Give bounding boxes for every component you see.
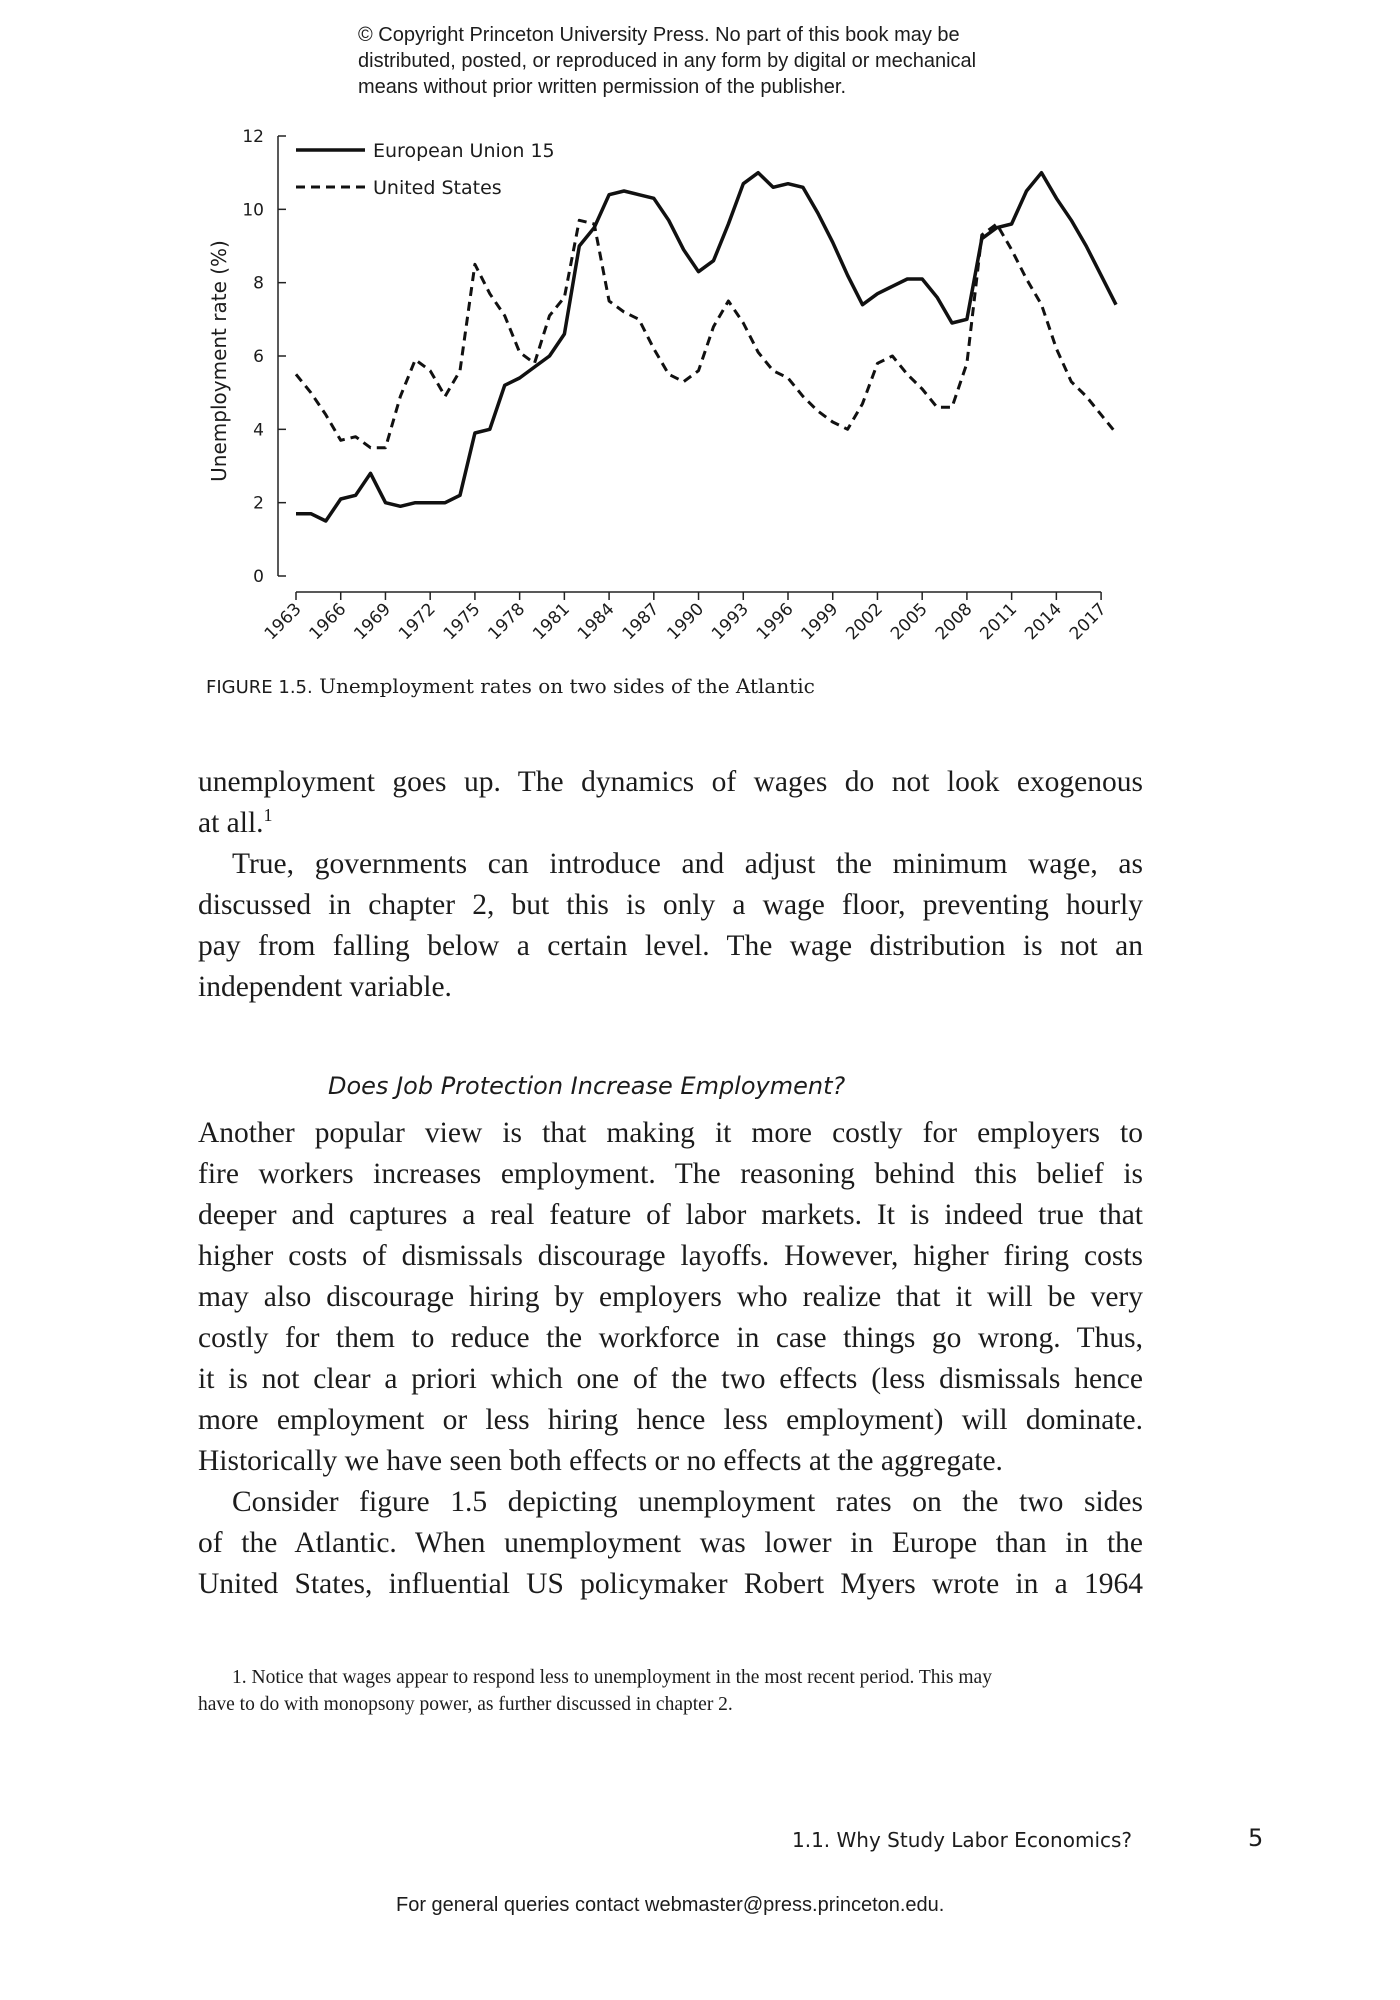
legend-label-eu15: European Union 15 — [373, 140, 555, 162]
y-tick-label: 0 — [253, 567, 264, 587]
x-tick-label: 1972 — [394, 599, 440, 645]
x-tick-label: 2014 — [1021, 599, 1066, 645]
text-line: discussed in chapter 2, but this is only a wage floor, preventing hourly — [198, 889, 1143, 921]
text-line: Consider figure 1.5 depicting unemployment rates on the two sides — [232, 1486, 1143, 1518]
x-ticks — [261, 592, 1111, 644]
copyright-line: © Copyright Princeton University Press. No part of this book may be — [358, 24, 960, 46]
y-tick-label: 10 — [242, 200, 264, 221]
text-line: deeper and captures a real feature of labor markets. It is indeed true that — [198, 1199, 1143, 1231]
text-line: pay from falling below a certain level. The wage distribution is not an — [198, 930, 1143, 962]
footnote-ref: 1 — [263, 805, 273, 826]
axes — [278, 136, 1101, 592]
y-axis-label: Unemployment rate (%) — [207, 240, 231, 482]
y-tick-label: 12 — [242, 127, 264, 147]
section-heading: Does Job Protection Increase Employment? — [328, 1072, 846, 1100]
footnote-line: 1. Notice that wages appear to respond less to unemployment in the most recent period. This may — [232, 1667, 992, 1688]
text-line: it is not clear a priori which one of the two effects (less dismissals hence — [198, 1363, 1143, 1395]
footnote-line: have to do with monopsony power, as further discussed in chapter 2. — [198, 1694, 733, 1715]
x-tick-label: 1990 — [663, 599, 709, 645]
text-line: Historically we have seen both effects or no effects at the aggregate. — [198, 1445, 1003, 1477]
figure-label: FIGURE 1.5. — [206, 677, 313, 698]
x-tick-label: 1969 — [350, 599, 395, 645]
x-tick-label: 1978 — [484, 599, 530, 645]
x-tick-label: 2005 — [886, 599, 932, 645]
text-line: of the Atlantic. When unemployment was lower in Europe than in the — [198, 1527, 1143, 1559]
page-number: 5 — [1248, 1824, 1264, 1852]
figure-caption — [206, 674, 815, 698]
footnote — [198, 1664, 1143, 1718]
x-tick-label: 2002 — [842, 599, 887, 645]
text-line: more employment or less hiring hence less employment) will dominate. — [198, 1404, 1143, 1436]
text-line: costly for them to reduce the workforce in case things go wrong. Thus, — [198, 1322, 1143, 1354]
series-lines — [296, 173, 1116, 521]
x-tick-label: 1975 — [439, 599, 485, 645]
paragraph-2 — [198, 844, 1143, 1008]
text-line: may also discourage hiring by employers who realize that it will be very — [198, 1281, 1143, 1313]
text-line: United States, influential US policymaker Robert Myers wrote in a 1964 — [198, 1568, 1143, 1600]
y-tick-label: 2 — [253, 493, 264, 514]
copyright-line: means without prior written permission of the publisher. — [358, 76, 847, 98]
y-tick-label: 6 — [253, 347, 264, 367]
y-tick-label: 4 — [253, 420, 264, 441]
y-tick-label: 8 — [253, 273, 264, 294]
x-tick-label: 1963 — [260, 599, 306, 645]
x-tick-label: 2017 — [1065, 599, 1111, 645]
x-tick-label: 2011 — [976, 599, 1022, 645]
paragraph-4 — [198, 1482, 1143, 1605]
paragraph-1 — [198, 762, 1143, 844]
x-tick-label: 1984 — [573, 599, 619, 645]
figure-caption-text: Unemployment rates on two sides of the Atlantic — [319, 674, 815, 698]
text-fragment: at all. — [198, 807, 264, 839]
running-head: 1.1. Why Study Labor Economics? — [792, 1828, 1133, 1852]
x-tick-label: 2008 — [931, 599, 977, 645]
text-line: fire workers increases employment. The reasoning behind this belief is — [198, 1158, 1143, 1190]
x-tick-label: 1996 — [752, 599, 798, 645]
paragraph-3 — [198, 1113, 1143, 1482]
copyright-line: distributed, posted, or reproduced in any form by digital or mechanical — [358, 50, 977, 72]
x-tick-label: 1987 — [618, 599, 664, 645]
text-line: independent variable. — [198, 971, 452, 1003]
text-line: Another popular view is that making it more costly for employers to — [198, 1117, 1143, 1149]
series-line-us — [296, 220, 1116, 447]
text-line: True, governments can introduce and adjust the minimum wage, as — [232, 848, 1143, 880]
legend — [296, 140, 555, 199]
text-line: unemployment goes up. The dynamics of wages do not look exogenous — [198, 766, 1143, 798]
text-line: higher costs of dismissals discourage layoffs. However, higher firing costs — [198, 1240, 1143, 1272]
y-ticks — [242, 127, 286, 587]
x-tick-label: 1981 — [529, 599, 574, 645]
unemployment-chart — [0, 0, 1400, 680]
contact-line: For general queries contact webmaster@press.princeton.edu. — [396, 1894, 945, 1916]
text-line — [198, 803, 1143, 844]
x-tick-label: 1966 — [305, 599, 351, 645]
x-tick-label: 1999 — [797, 599, 843, 645]
x-tick-label: 1993 — [708, 599, 753, 645]
legend-label-us: United States — [373, 177, 502, 199]
